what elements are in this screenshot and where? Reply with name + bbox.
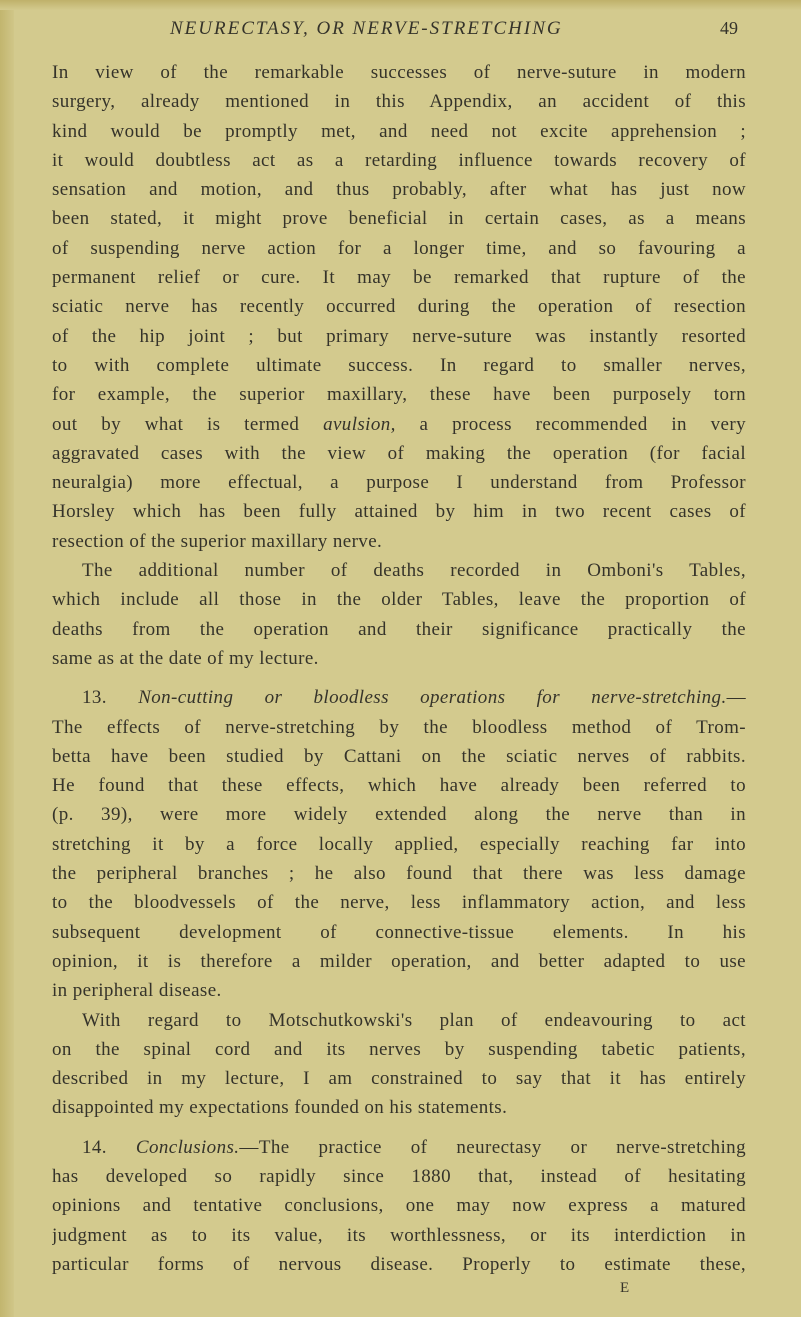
text-segment: — [726,687,746,709]
text-line [52,947,746,976]
text-segment: for example, the superior maxillary, these have been purposely torn [52,384,746,406]
text-segment: 14. [82,1136,136,1158]
text-line [52,146,746,175]
italic-text: avulsion, [323,413,396,435]
text-segment: of suspending nerve action for a longer time, and so favouring a [52,237,746,259]
text-segment: the peripheral branches ; he also found that there was less damage [52,863,746,885]
text-line [52,683,746,712]
text-segment: it would doubtless act as a retarding influence towards recovery of [52,149,746,171]
text-segment: in peripheral disease. [52,980,222,1002]
text-line [52,410,746,439]
text-segment: opinion, it is therefore a milder operation, and better adapted to use [52,950,746,972]
text-segment: deaths from the operation and their significance practically the [52,618,746,640]
page-top-shadow [0,0,801,10]
paragraph [52,1133,746,1279]
running-header [52,18,746,44]
text-segment: out by what is termed [52,413,324,435]
text-line [52,204,746,233]
text-segment: neuralgia) more effectual, a purpose I understand from Professor [52,472,746,494]
text-line [52,175,746,204]
text-line [52,976,746,1005]
text-segment: stretching it by a force locally applied, especially reaching far into [52,833,746,855]
paragraph [52,1006,746,1123]
paragraph [52,683,746,1005]
text-segment: sciatic nerve has recently occurred during the operation of resection [52,296,746,318]
page-edge-shadow [0,0,14,1317]
text-segment: particular forms of nervous disease. Properly to estimate these, [52,1253,746,1275]
page-number: 49 [720,18,738,38]
text-line [52,918,746,947]
text-segment: Horsley which has been fully attained by him in two recent cases of [52,501,746,523]
text-segment: —The practice of neurectasy or nerve-stretching [239,1136,746,1158]
text-segment: With regard to Motschutkowski's plan of endeavouring to act [82,1009,746,1031]
text-segment: a process recommended in very [395,413,746,435]
text-line [52,380,746,409]
text-line [52,830,746,859]
text-line [52,1133,746,1162]
text-segment: In view of the remarkable successes of nerve-suture in modern [52,62,746,83]
text-segment: betta have been studied by Cattani on the sciatic nerves of rabbits. [52,745,746,767]
text-segment: The effects of nerve-stretching by the bloodless method of Trom- [52,716,746,738]
text-line [52,771,746,800]
text-line [52,1162,746,1191]
text-line [52,1064,746,1093]
text-line [52,439,746,468]
italic-text: Conclusions. [135,1136,240,1158]
italic-text: Non-cutting or bloodless operations for nerve-stretching. [138,687,727,709]
text-segment: opinions and tentative conclusions, one may now express a matured [52,1195,746,1217]
page-body-text [52,58,746,1279]
text-segment: to with complete ultimate success. In regard to smaller nerves, [52,354,746,376]
text-line [52,713,746,742]
text-segment: judgment as to its value, its worthlessness, or its interdiction in [52,1224,746,1246]
text-segment: described in my lecture, I am constrained to say that it has entirely [52,1068,746,1090]
text-segment: sensation and motion, and thus probably, after what has just now [52,179,746,201]
text-segment: The additional number of deaths recorded in Omboni's Tables, [82,560,746,582]
text-segment: been stated, it might prove beneficial in certain cases, as a means [52,208,746,230]
paragraph [52,58,746,556]
text-line [52,742,746,771]
paragraph [52,556,746,673]
text-line [52,58,746,87]
text-line [52,527,746,556]
text-line [52,1191,746,1220]
signature-mark: E [620,1280,630,1296]
text-segment: kind would be promptly met, and need not excite apprehension ; [52,120,746,142]
text-line [52,351,746,380]
text-line [52,800,746,829]
text-line [52,644,746,673]
text-segment: aggravated cases with the view of making the operation (for facial [52,442,746,464]
text-line [52,615,746,644]
text-line [52,1221,746,1250]
text-segment: has developed so rapidly since 1880 that, instead of hesitating [52,1165,746,1187]
text-line [52,556,746,585]
text-line [52,263,746,292]
text-segment: He found that these effects, which have already been referred to [52,775,746,797]
text-line [52,497,746,526]
running-title: NEURECTASY, OR NERVE-STRETCHING [170,18,563,39]
text-line [52,117,746,146]
text-segment: which include all those in the older Tables, leave the proportion of [52,589,746,611]
text-segment: permanent relief or cure. It may be remarked that rupture of the [52,267,746,289]
text-segment: subsequent development of connective-tissue elements. In his [52,921,746,943]
text-line [52,585,746,614]
text-line [52,859,746,888]
text-line [52,888,746,917]
text-segment: 13. [82,687,139,709]
text-line [52,1250,746,1279]
text-segment: surgery, already mentioned in this Appendix, an accident of this [52,91,746,113]
text-segment: on the spinal cord and its nerves by suspending tabetic patients, [52,1038,746,1060]
text-segment: of the hip joint ; but primary nerve-suture was instantly resorted [52,325,746,347]
text-line [52,234,746,263]
text-segment: (p. 39), were more widely extended along the nerve than in [52,804,746,826]
text-line [52,322,746,351]
text-line [52,468,746,497]
text-segment: same as at the date of my lecture. [52,647,319,669]
text-line [52,1093,746,1122]
text-segment: disappointed my expectations founded on his statements. [52,1097,508,1119]
text-line [52,292,746,321]
text-segment: resection of the superior maxillary nerve. [52,530,383,552]
text-line [52,1006,746,1035]
text-segment: to the bloodvessels of the nerve, less inflammatory action, and less [52,892,746,914]
text-line [52,87,746,116]
text-line [52,1035,746,1064]
